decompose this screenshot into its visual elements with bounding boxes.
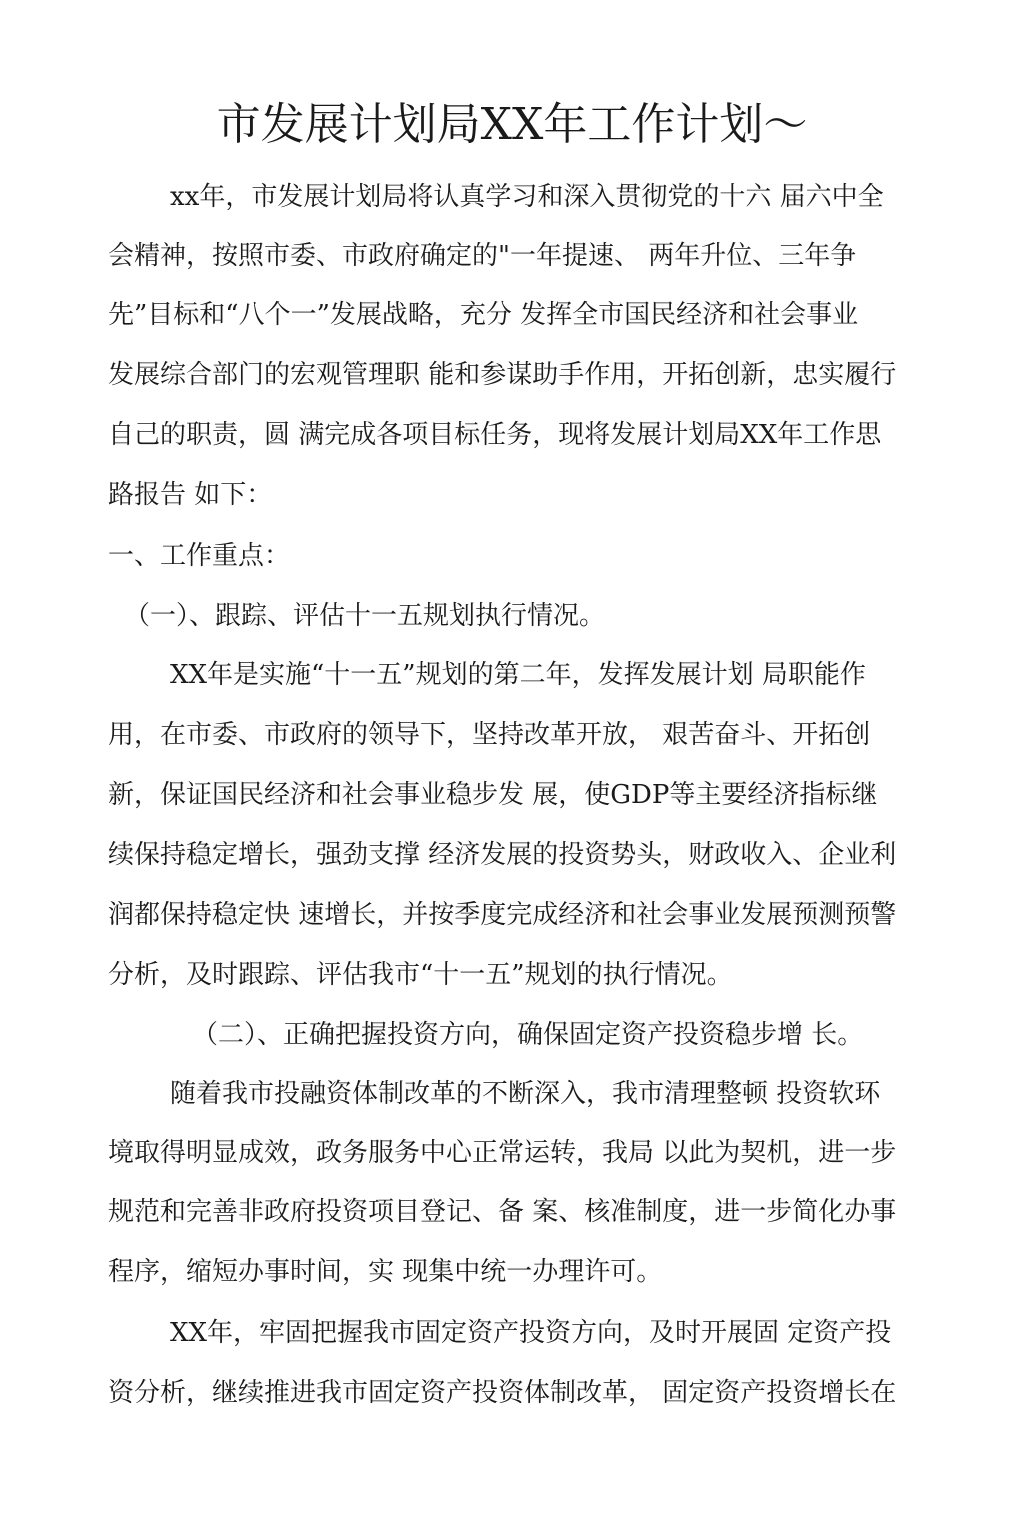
body-line: 分析，及时跟踪、评估我市“十一五”规划的执行情况。 bbox=[108, 960, 733, 990]
body-line: 先”目标和“八个一”发展战略，充分 发挥全市国民经济和社会事业 bbox=[108, 300, 859, 330]
subsection-heading: （二）、正确把握投资方向，确保固定资产投资稳步增 长。 bbox=[192, 1020, 864, 1050]
body-line: 资分析，继续推进我市固定资产投资体制改革， 固定资产投资增长在 bbox=[108, 1378, 897, 1408]
body-line: 用，在市委、市政府的领导下，坚持改革开放， 艰苦奋斗、开拓创 bbox=[108, 720, 871, 750]
body-line: xx年，市发展计划局将认真学习和深入贯彻党的十六 届六中全 bbox=[170, 182, 884, 212]
document-title: 市发展计划局XX年工作计划～ bbox=[216, 99, 808, 150]
body-line: 自己的职责，圆 满完成各项目标任务，现将发展计划局XX年工作思 bbox=[108, 420, 882, 450]
body-line: 新，保证国民经济和社会事业稳步发 展，使GDP等主要经济指标继 bbox=[108, 780, 878, 810]
body-line: 会精神，按照市委、市政府确定的"一年提速、 两年升位、三年争 bbox=[108, 241, 857, 271]
body-line: 境取得明显成效，政务服务中心正常运转，我局 以此为契机，进一步 bbox=[108, 1138, 897, 1168]
body-line: 程序，缩短办事时间，实 现集中统一办理许可。 bbox=[108, 1257, 663, 1287]
body-line: 路报告 如下： bbox=[108, 480, 273, 510]
section-heading: 一、工作重点： bbox=[108, 541, 291, 571]
body-line: 随着我市投融资体制改革的不断深入，我市清理整顿 投资软环 bbox=[170, 1079, 881, 1109]
body-line: 润都保持稳定快 速增长，并按季度完成经济和社会事业发展预测预警 bbox=[108, 900, 897, 930]
body-line: XX年是实施“十一五”规划的第二年，发挥发展计划 局职能作 bbox=[170, 660, 866, 690]
body-line: XX年，牢固把握我市固定资产投资方向，及时开展固 定资产投 bbox=[170, 1318, 892, 1348]
body-line: 发展综合部门的宏观管理职 能和参谋助手作用，开拓创新，忠实履行 bbox=[108, 360, 897, 390]
subsection-heading: （一）、跟踪、评估十一五规划执行情况。 bbox=[124, 601, 606, 631]
body-line: 续保持稳定增长，强劲支撑 经济发展的投资势头，财政收入、企业利 bbox=[108, 840, 897, 870]
body-line: 规范和完善非政府投资项目登记、备 案、核准制度，进一步简化办事 bbox=[108, 1197, 897, 1227]
